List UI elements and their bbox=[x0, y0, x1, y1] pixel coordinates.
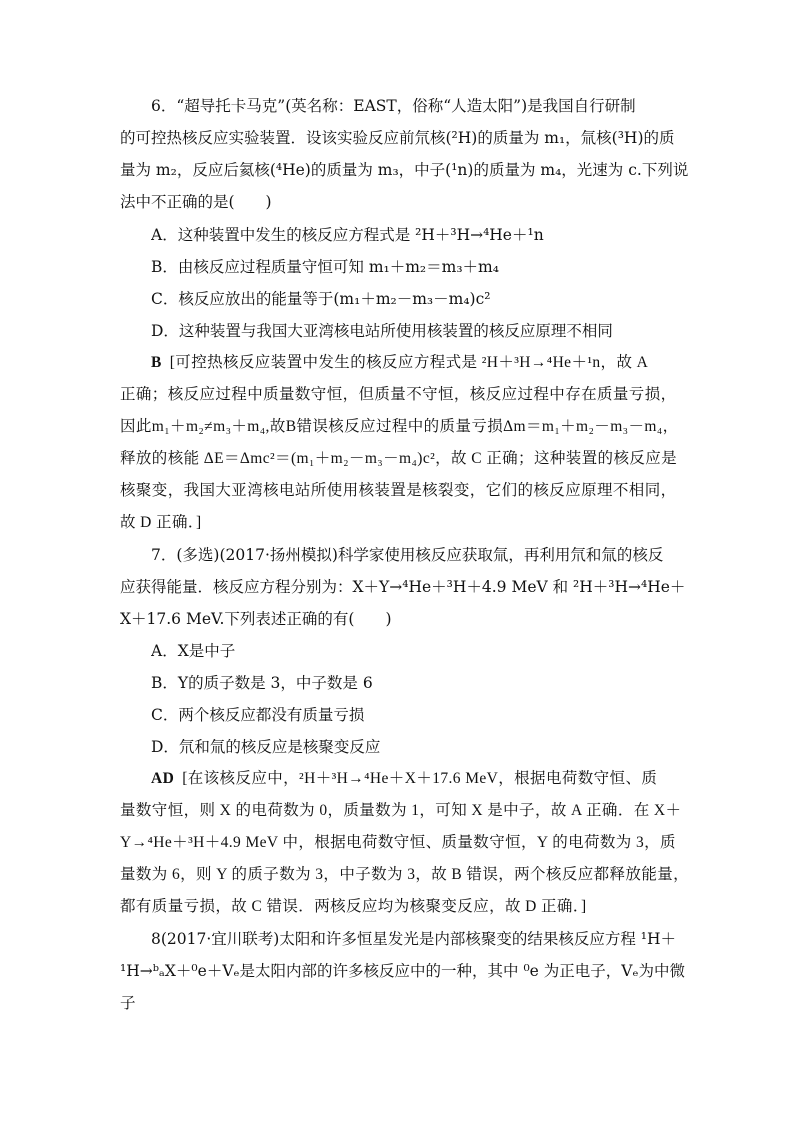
q6-solution-line-6: 故 D 正确．] bbox=[120, 514, 202, 531]
q6-solution-line-2: 正确；核反应过程中质量数守恒，但质量不守恒，核反应过程中存在质量亏损， bbox=[120, 386, 677, 403]
q6-stem-line-4: 法中不正确的是( ) bbox=[120, 193, 272, 211]
q7-option-b: B．Y的质子数是 3，中子数是 6 bbox=[151, 674, 373, 692]
q7-option-a: A．X是中子 bbox=[151, 642, 236, 660]
q7-stem-line-2: 应获得能量．核反应方程分别为：X＋Y→⁴He＋³H＋4.9 MeV 和 ²H＋³H→⁴He＋ bbox=[120, 578, 686, 596]
q7-solution-line-3: Y→⁴He＋³H＋4.9 MeV 中，根据电荷数守恒、质量数守恒，Y 的电荷数为 3，质 bbox=[120, 834, 676, 851]
q7-option-d: D．氘和氚的核反应是核聚变反应 bbox=[151, 738, 381, 756]
q7-solution-line-5: 都有质量亏损，故 C 错误．两核反应均为核聚变反应，故 D 正确．] bbox=[120, 898, 587, 915]
q6-answer: B bbox=[151, 354, 162, 371]
q6-option-a: A．这种装置中发生的核反应方程式是 ²H＋³H→⁴He＋¹n bbox=[151, 226, 544, 244]
q6-option-d: D．这种装置与我国大亚湾核电站所使用核装置的核反应原理不相同 bbox=[151, 322, 613, 340]
q7-solution-line-4: 量数为 6，则 Y 的质子数为 3，中子数为 3，故 B 错误，两个核反应都释放能量， bbox=[120, 866, 690, 883]
q8-stem-line-3: 子 bbox=[120, 994, 136, 1012]
q6-option-c: C．核反应放出的能量等于(m₁＋m₂－m₃－m₄)c² bbox=[151, 290, 491, 308]
q7-stem-line-3: X＋17.6 MeV.下列表述正确的有( ) bbox=[120, 610, 392, 628]
q6-solution-line-5: 核聚变，我国大亚湾核电站所使用核装置是核裂变，它们的核反应原理不相同， bbox=[120, 482, 677, 499]
q7-solution-line-2: 量数守恒，则 X 的电荷数为 0，质量数为 1，可知 X 是中子，故 A 正确．在 X＋ bbox=[120, 802, 682, 819]
q8-stem-line-1: 8(2017·宜川联考)太阳和许多恒星发光是内部核聚变的结果核反应方程 ¹H＋ bbox=[151, 930, 676, 948]
q6-solution-line-4: 释放的核能 ΔE＝Δmc²＝(m₁＋m₂－m₃－m₄)c²，故 C 正确；这种装置的核反应是 bbox=[120, 450, 678, 467]
q6-solution-text-1: [可控热核反应装置中发生的核反应方程式是 ²H＋³H→⁴He＋¹n，故 A bbox=[169, 354, 649, 371]
q6-stem-line-1: 6．“超导托卡马克”(英名称：EAST，俗称“人造太阳”)是我国自行研制 bbox=[151, 97, 636, 115]
q7-answer: AD bbox=[151, 770, 175, 787]
q7-solution-line-1 bbox=[151, 769, 691, 789]
q7-stem-line-1: 7．(多选)(2017·扬州模拟)科学家使用核反应获取氚，再利用氘和氚的核反 bbox=[151, 546, 664, 564]
q6-stem-line-3: 量为 m₂，反应后氦核(⁴He)的质量为 m₃，中子(¹n)的质量为 m₄，光速为 c.下列说 bbox=[120, 161, 689, 179]
q6-solution-line-1 bbox=[151, 353, 691, 373]
q8-stem-line-2: ¹H→ᵇₐX＋⁰e＋Vₑ是太阳内部的许多核反应中的一种，其中 ⁰e 为正电子，Vₑ为中微 bbox=[120, 962, 685, 980]
q6-stem-line-2: 的可控热核反应实验装置．设该实验反应前氘核(²H)的质量为 m₁，氚核(³H)的质 bbox=[120, 129, 675, 147]
q6-option-b: B．由核反应过程质量守恒可知 m₁＋m₂＝m₃＋m₄ bbox=[151, 258, 499, 276]
q7-solution-text-1: [在该核反应中，²H＋³H→⁴He＋X＋17.6 MeV，根据电荷数守恒、质 bbox=[182, 770, 658, 787]
q6-solution-line-3: 因此m₁＋m₂≠m₃＋m₄,故B错误核反应过程中的质量亏损Δm＝m₁＋m₂－m₃－m₄， bbox=[120, 418, 679, 435]
q7-option-c: C．两个核反应都没有质量亏损 bbox=[151, 706, 365, 724]
